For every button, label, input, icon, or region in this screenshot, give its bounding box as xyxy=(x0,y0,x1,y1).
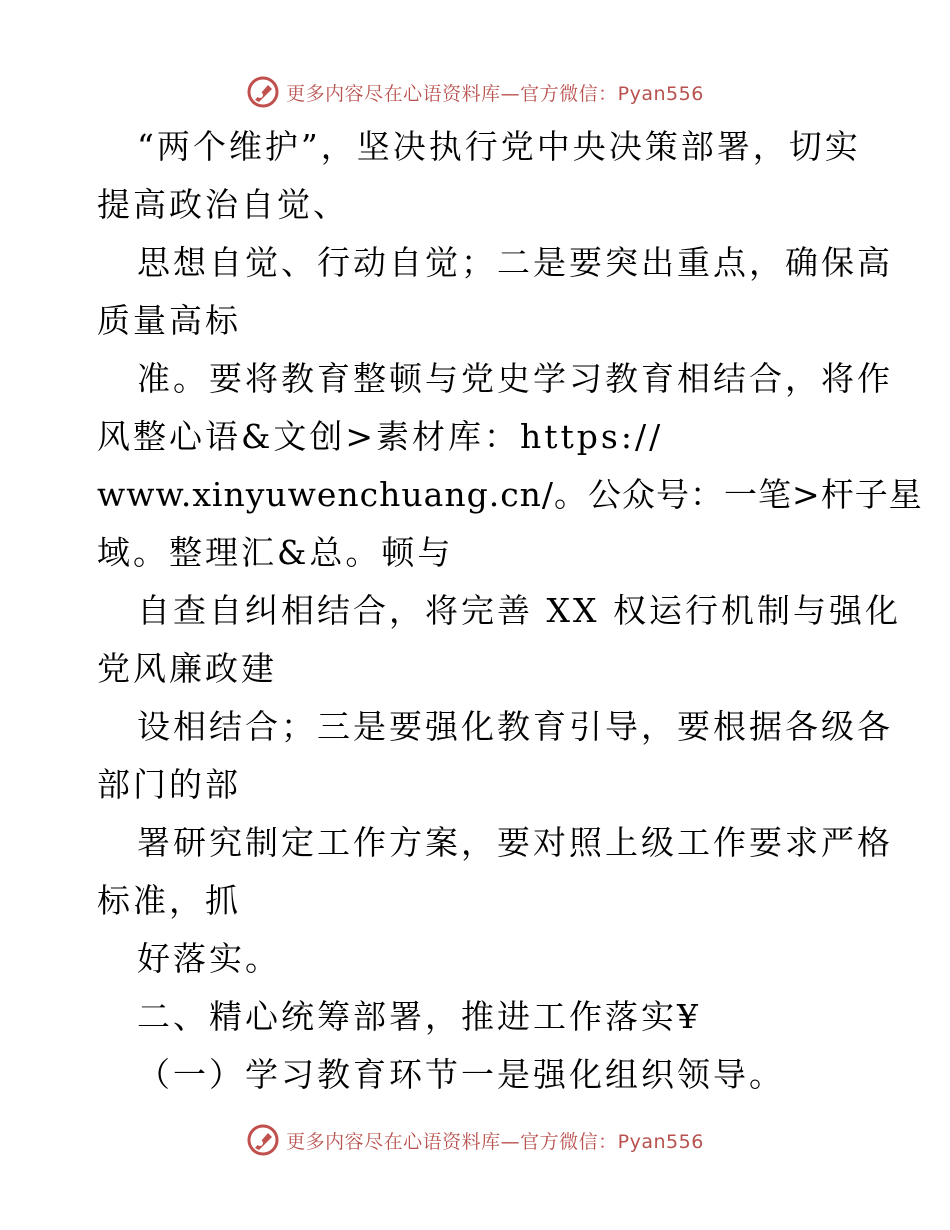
pen-nib-circle-icon xyxy=(246,1123,280,1157)
watermark-wechat-id: Pyan556 xyxy=(617,1130,704,1153)
text-line: www.xinyuwenchuang.cn/。公众号：一笔>杆子星 xyxy=(97,475,923,514)
text-line: 好落实。 xyxy=(137,939,281,978)
text-line: 提高政治自觉、 xyxy=(97,185,349,224)
text-line: 思想自觉、行动自觉；二是要突出重点，确保高 xyxy=(137,243,893,282)
watermark-footer xyxy=(0,1120,950,1160)
watermark-text-cn: 更多内容尽在心语资料库—官方微信： xyxy=(286,1130,618,1153)
text-line: 准。要将教育整顿与党史学习教育相结合，将作 xyxy=(137,359,893,398)
text-line: 自查自纠相结合，将完善 XX 权运行机制与强化 xyxy=(137,591,901,630)
text-line: 风整心语&文创>素材库：https:// xyxy=(97,417,664,456)
watermark-header xyxy=(0,72,950,112)
subsection-heading: （一）学习教育环节一是强化组织领导。 xyxy=(137,1055,785,1094)
section-heading: 二、精心统筹部署，推进工作落实¥ xyxy=(137,997,701,1036)
text-line: 部门的部 xyxy=(97,765,241,804)
text-line: 设相结合；三是要强化教育引导，要根据各级各 xyxy=(137,707,893,746)
pen-nib-circle-icon xyxy=(246,75,280,109)
watermark-text xyxy=(286,79,704,106)
text-line: “两个维护”，坚决执行党中央决策部署，切实 xyxy=(137,127,861,166)
text-line: 党风廉政建 xyxy=(97,649,277,688)
text-line: 署研究制定工作方案，要对照上级工作要求严格 xyxy=(137,823,893,862)
text-line: 域。整理汇&总。顿与 xyxy=(97,533,454,572)
document-body xyxy=(97,118,923,1104)
watermark-text-cn: 更多内容尽在心语资料库—官方微信： xyxy=(286,82,618,105)
text-line: 标准，抓 xyxy=(97,881,241,920)
watermark-wechat-id: Pyan556 xyxy=(617,82,704,105)
watermark-text xyxy=(286,1127,704,1154)
text-line: 质量高标 xyxy=(97,301,241,340)
